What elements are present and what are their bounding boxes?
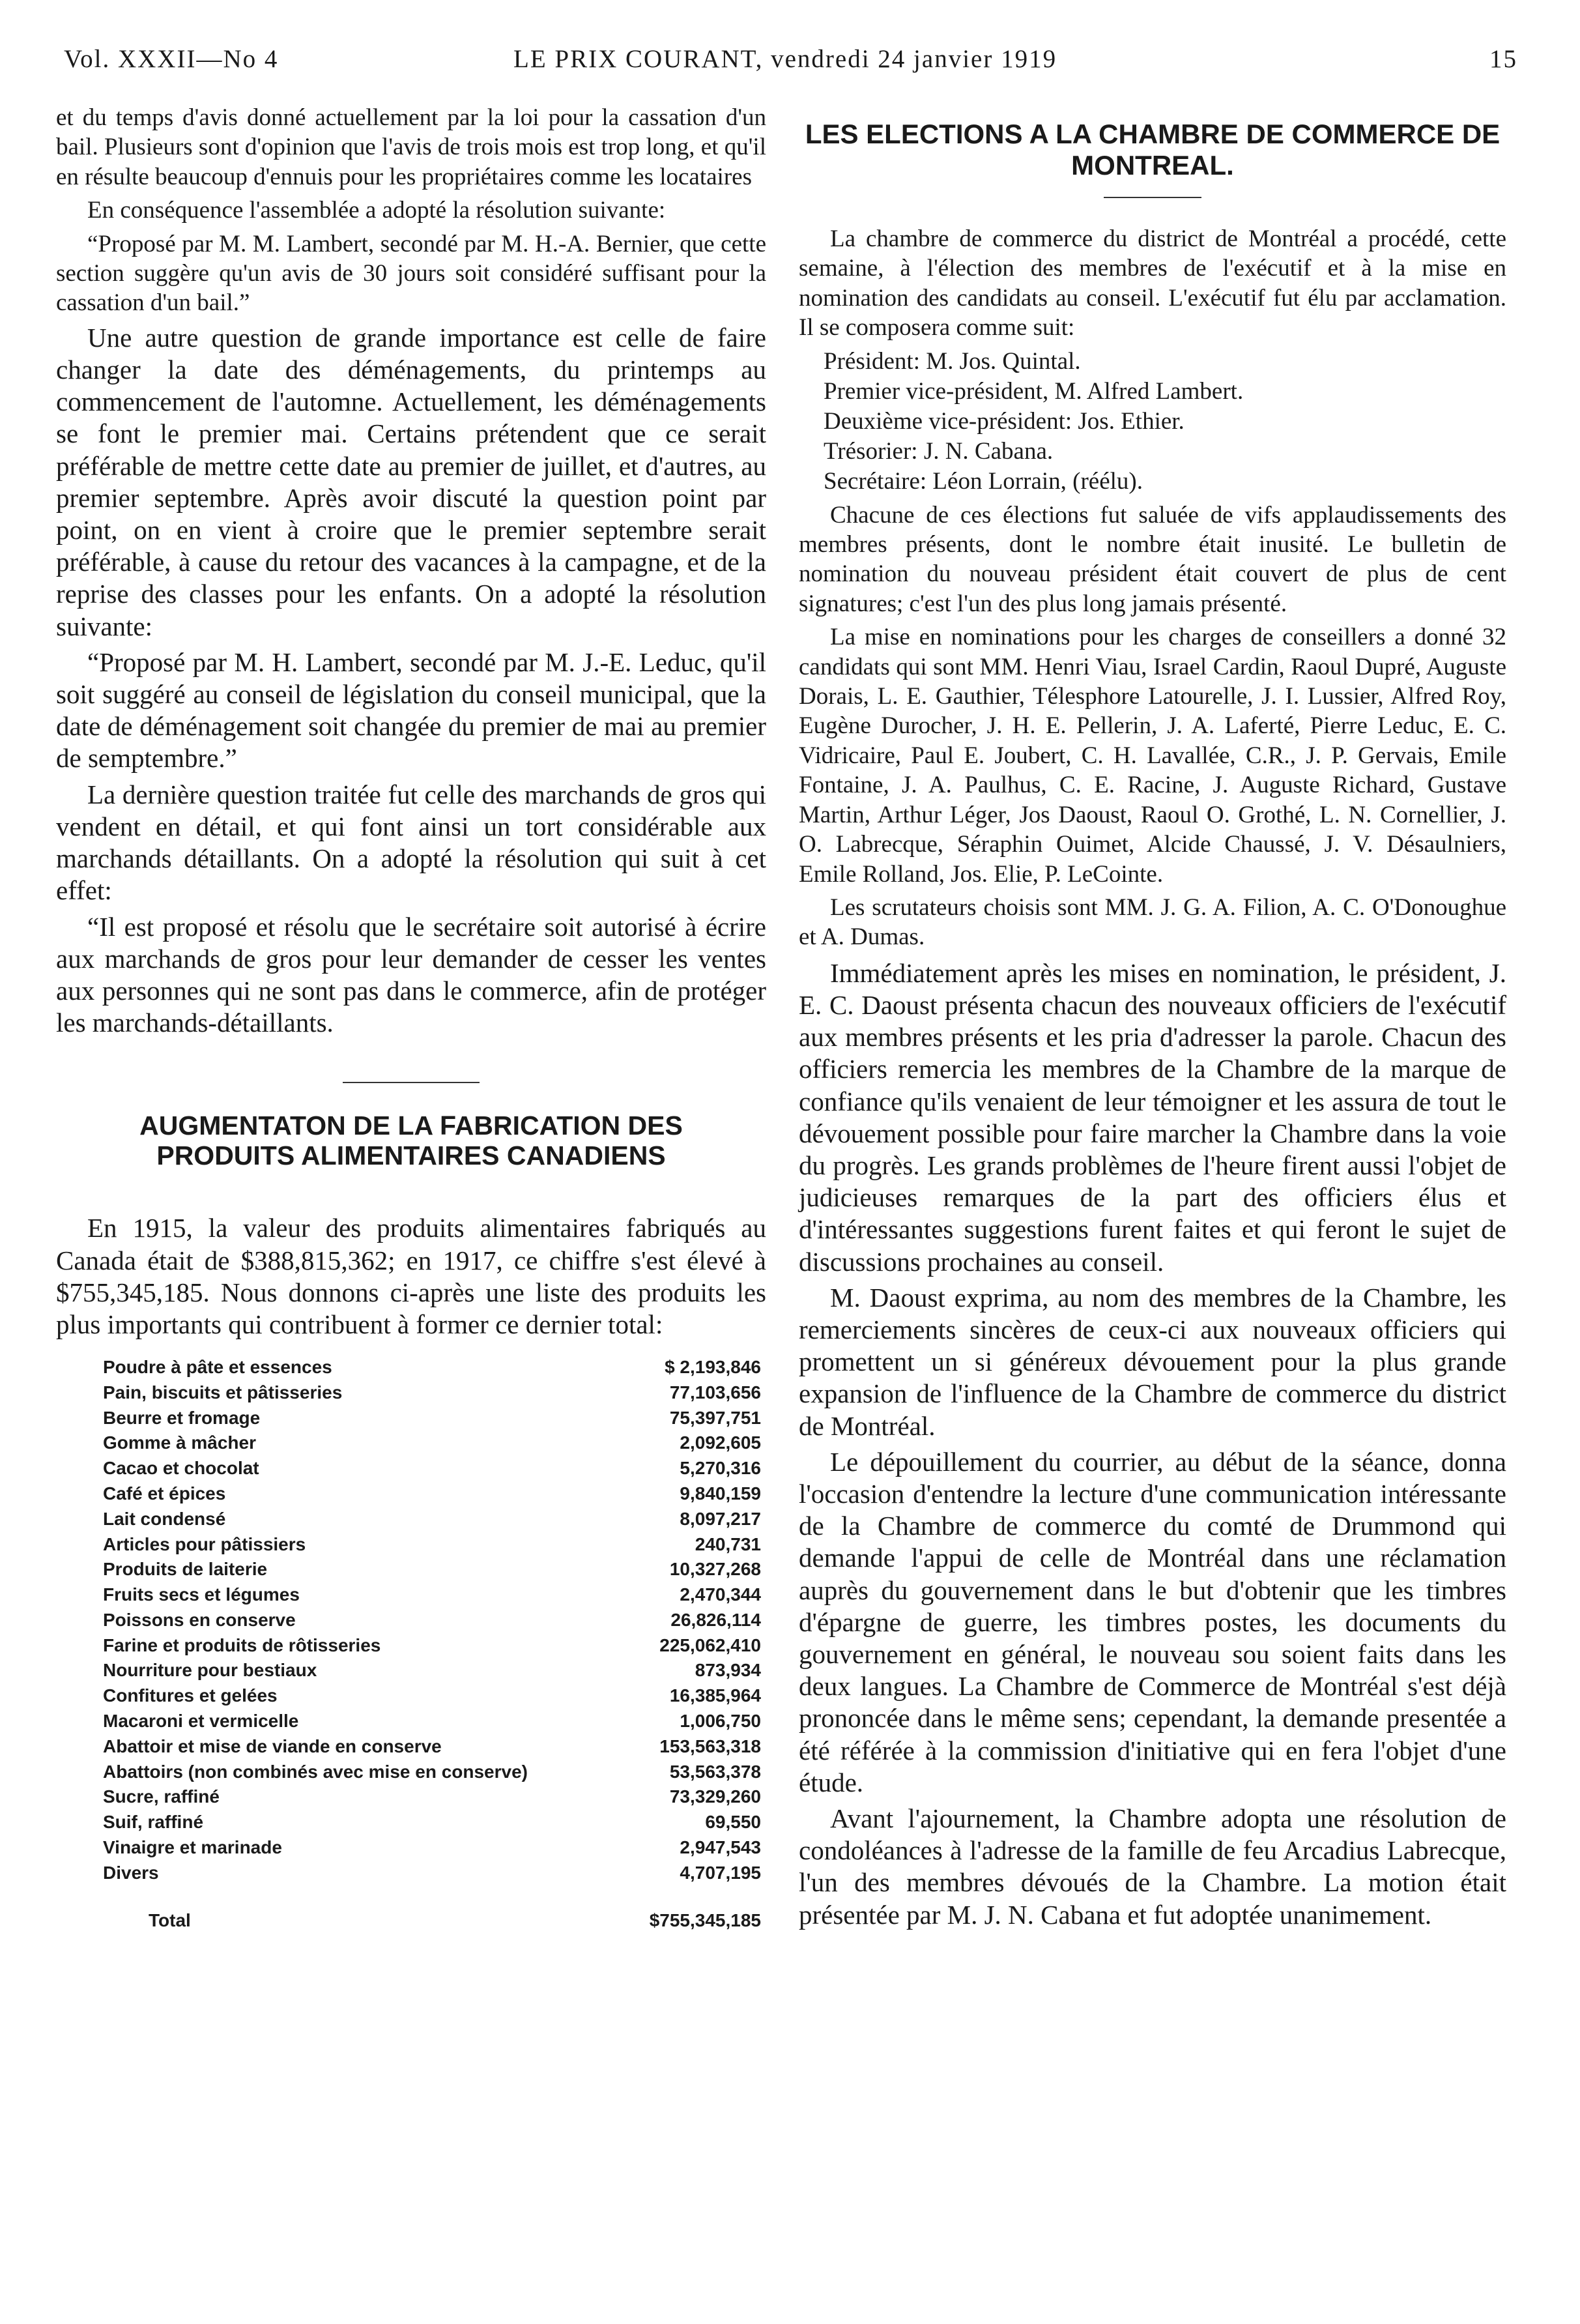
product-name: Abattoir et mise de viande en conserve — [103, 1736, 442, 1756]
table-row — [103, 1504, 761, 1530]
product-name: Fruits secs et légumes — [103, 1584, 300, 1605]
product-amount: 10,327,268 — [669, 1559, 761, 1580]
product-name: Vinaigre et marinade — [103, 1837, 282, 1858]
product-name: Abattoirs (non combinés avec mise en conserve) — [103, 1761, 528, 1782]
officer-line: Président: M. Jos. Quintal. — [824, 347, 1081, 375]
table-row — [103, 1403, 761, 1429]
product-amount: 4,707,195 — [680, 1862, 761, 1883]
table-row — [103, 1807, 761, 1833]
table-row — [103, 1530, 761, 1555]
officer-line: Secrétaire: Léon Lorrain, (réélu). — [824, 467, 1143, 495]
product-amount: 1,006,750 — [680, 1711, 761, 1732]
product-amount: 26,826,114 — [670, 1609, 761, 1630]
heading-rule — [1104, 197, 1201, 198]
paragraph: En 1915, la valeur des produits alimentaires fabriqués au Canada était de $388,815,362; en 1917, ce chiffre s'est élevé à $755,345,185. Nous donnons ci-après une liste des produits les plus importants qui contribuent à former ce dernier total: — [56, 1213, 766, 1339]
paragraph: Immédiatement après les mises en nomination, le président, J. E. C. Daoust présenta chacun des nouveaux officiers de l'exécutif aux membres présents et les pria d'adresser la parole. Chacun des officiers remercia les membres de la Chambre de la marque de confiance qu'ils venaient de leur témoigner et les assura de tout le dévouement possible pour faire marcher la Chambre dans la voie du progrès. Les grands problèmes de l'heure firent aussi l'objet de judicieuses remarques de la part des officiers élus et d'intéressantes suggestions furent faites et qui feront le sujet de discussions prochaines au conseil. — [799, 957, 1506, 1277]
table-row — [103, 1732, 761, 1757]
resolution-quote: “Proposé par M. M. Lambert, secondé par M. H.-A. Bernier, que cette section suggère qu'un avis de 30 jours soit considéré suffisant pour la cassation d'un bail.” — [56, 230, 766, 317]
product-amount: 873,934 — [695, 1660, 761, 1681]
volume-number: Vol. XXXII—No 4 — [64, 45, 279, 73]
product-name: Nourriture pour bestiaux — [103, 1660, 317, 1681]
table-row — [103, 1580, 761, 1605]
product-amount: 2,947,543 — [680, 1837, 761, 1858]
product-name: Confitures et gelées — [103, 1685, 278, 1706]
product-amount: 9,840,159 — [680, 1483, 761, 1503]
product-name: Gomme à mâcher — [103, 1432, 256, 1453]
product-name: Café et épices — [103, 1483, 226, 1503]
left-column — [56, 103, 766, 1931]
product-amount: 153,563,318 — [659, 1736, 761, 1756]
product-name: Cacao et chocolat — [103, 1458, 259, 1479]
article-heading-elections: LES ELECTIONS A LA CHAMBRE DE COMMERCE DE MONTREAL. — [805, 119, 1501, 181]
elections-intro — [799, 224, 1506, 343]
paragraph: Le dépouillement du courrier, au début de la séance, donna l'occasion d'entendre la lecture d'une communication intéressante de la Chambre de commerce du comté de Drummond qui demande l'appui de celle de Montréal dans une réclamation auprès du gouvernement dans le but d'obtenir que les timbres d'épargne de guerre, les timbres postes, les documents du gouvernement en général, le nouveau sou soient faits dans les deux langues. La Chambre de Commerce de Montréal s'est déjà prononcée dans le même sens; cependant, la demande presentée a été référée à la commission d'initiative qui en fera l'objet d'une étude. — [799, 1446, 1506, 1797]
article-heading-food-production: AUGMENTATON DE LA FABRICATION DES PRODUITS ALIMENTAIRES CANADIENS — [139, 1111, 683, 1171]
table-row — [103, 1605, 761, 1631]
product-amount: 73,329,260 — [669, 1786, 761, 1807]
product-name: Beurre et fromage — [103, 1407, 261, 1428]
scrutineers-paragraph: Les scrutateurs choisis sont MM. J. G. A. Filion, A. C. O'Donoughue et A. Dumas. — [799, 893, 1506, 951]
product-amount: 5,270,316 — [680, 1458, 761, 1479]
table-row — [103, 1378, 761, 1403]
product-amount: 75,397,751 — [669, 1407, 761, 1428]
product-name: Macaroni et vermicelle — [103, 1711, 299, 1732]
food-production-intro — [56, 1212, 766, 1341]
table-row — [103, 1833, 761, 1858]
running-header — [64, 44, 1517, 90]
product-amount: 225,062,410 — [659, 1634, 761, 1655]
product-name: Poudre à pâte et essences — [103, 1356, 332, 1377]
table-row — [103, 1656, 761, 1681]
paragraph: et du temps d'avis donné actuellement par la loi pour la cassation d'un bail. Plusieurs sont d'opinion que l'avis de trois mois est trop long, et qu'il en résulte beaucoup d'ennuis pour les propriétaires comme les locataires — [56, 104, 766, 190]
product-name: Pain, biscuits et pâtisseries — [103, 1382, 343, 1402]
product-amount: $ 2,193,846 — [665, 1356, 761, 1377]
product-amount: 2,092,605 — [680, 1432, 761, 1453]
officer-line: Deuxième vice-président: Jos. Ethier. — [824, 407, 1185, 435]
product-amount: 69,550 — [705, 1812, 761, 1833]
moving-date-section — [56, 322, 766, 1039]
table-row — [103, 1352, 761, 1378]
product-name: Divers — [103, 1862, 159, 1883]
table-row — [103, 1706, 761, 1732]
product-amount: 16,385,964 — [669, 1685, 761, 1706]
product-name: Lait condensé — [103, 1508, 226, 1529]
table-row — [103, 1757, 761, 1782]
officers-list — [824, 347, 1506, 497]
paragraph: M. Daoust exprima, au nom des membres de la Chambre, les remerciements sincères de ceux-ci aux nouveaux officiers qui promettent un si généreux dévouement pour la plus grande expansion de l'influence de la Chambre de commerce du district de Montréal. — [799, 1282, 1506, 1441]
product-name: Articles pour pâtissiers — [103, 1533, 306, 1554]
product-amount: 8,097,217 — [680, 1508, 761, 1529]
paragraph: Avant l'ajournement, la Chambre adopta une résolution de condoléances à l'adresse de la famille de feu Arcadius Labrecque, l'un des membres dévoués de la Chambre. La motion était présentée par M. J. N. Cabana et fut adoptée unanimement. — [799, 1803, 1506, 1930]
product-name: Sucre, raffiné — [103, 1786, 220, 1807]
product-name: Suif, raffiné — [103, 1812, 204, 1833]
paragraph: En conséquence l'assemblée a adopté la résolution suivante: — [87, 197, 666, 224]
table-row — [103, 1681, 761, 1706]
leasing-article-continuation — [56, 103, 766, 318]
product-amount: 240,731 — [695, 1533, 761, 1554]
table-row — [103, 1782, 761, 1808]
product-amount: 77,103,656 — [669, 1382, 761, 1402]
officer-line: Trésorier: J. N. Cabana. — [824, 437, 1054, 465]
product-amount: 2,470,344 — [680, 1584, 761, 1605]
table-row — [103, 1453, 761, 1479]
total-amount: $755,345,185 — [649, 1910, 761, 1930]
table-row — [103, 1555, 761, 1580]
product-name: Poissons en conserve — [103, 1609, 296, 1630]
resolution-quote: “Proposé par M. H. Lambert, secondé par M. J.-E. Leduc, qu'il soit suggéré au conseil de législation du conseil municipal, que la date de déménagement soit changée du premier de mai au premier de semptembre.” — [56, 646, 766, 774]
paragraph: Une autre question de grande importance est celle de faire changer la date des déménagements, du printemps au commencement de l'automne. Actuellement, les déménagements se font le premier mai. Certains prétendent que ce serait préférable de mettre cette date au premier de juillet, et d'autres, au premier septembre. Après avoir discuté la question point par point, on en vient à croire que le premier septembre serait préférable, à cause du retour des vacances à la campagne, et de la reprise des classes pour les enfants. On a adopté la résolution suivante: — [56, 322, 766, 641]
page-number: 15 — [1489, 45, 1517, 73]
officer-line: Premier vice-président, M. Alfred Lambert. — [824, 377, 1244, 405]
candidates-paragraph: La mise en nominations pour les charges de conseillers a donné 32 candidats qui sont MM. Henri Viau, Israel Cardin, Raoul Dupré, Auguste Dorais, L. E. Gauthier, Télesphore Latourelle, J. I. Lussier, Alfred Roy, Eugène Durocher, J. H. E. Pellerin, J. A. Laferté, Pierre Leduc, E. C. Vidricaire, Paul E. Joubert, C. H. Lavallée, C.R., J. P. Gervais, Emile Fontaine, J. A. Paulhus, C. E. Racine, J. Auguste Richard, Gustave Martin, Arthur Léger, Jos Daoust, Raoul O. Grothé, L. N. Cornellier, J. O. Labrecque, Séraphin Ouimet, Alcide Chaussé, J. V. Désaulniers, Emile Rolland, Jos. Elie, P. LeCointe. — [799, 624, 1506, 888]
resolution-quote: “Il est proposé et résolu que le secrétaire soit autorisé à écrire aux marchands de gros pour leur demander de cesser les ventes aux personnes qui ne sont pas dans le commerce, afin de protéger les marchands-détaillants. — [56, 911, 766, 1038]
elections-body — [799, 501, 1506, 952]
table-total-row — [103, 1883, 761, 1931]
section-divider — [343, 1082, 480, 1083]
product-name: Farine et produits de rôtisseries — [103, 1634, 381, 1655]
product-name: Produits de laiterie — [103, 1559, 268, 1580]
right-column — [799, 103, 1506, 1935]
table-row — [103, 1858, 761, 1883]
table-row — [103, 1631, 761, 1656]
paragraph: La chambre de commerce du district de Montréal a procédé, cette semaine, à l'élection des membres de l'exécutif et à la mise en nomination des candidats au conseil. L'exécutif fut élu par acclamation. Il se composera comme suit: — [799, 225, 1506, 341]
total-label: Total — [149, 1910, 191, 1930]
elections-continuation — [799, 957, 1506, 1931]
table-row — [103, 1429, 761, 1454]
product-amount: 53,563,378 — [669, 1761, 761, 1782]
paragraph: Chacune de ces élections fut saluée de vifs applaudissements des membres présents, dont le nombre était inusité. Le bulletin de nomination du nouveau président était couvert de plus de cent signatures; c'est l'un des plus long jamais présenté. — [799, 501, 1506, 617]
products-table — [103, 1352, 761, 1931]
table-row — [103, 1479, 761, 1504]
journal-title-date: LE PRIX COURANT, vendredi 24 janvier 1919 — [513, 45, 1057, 73]
paragraph: La dernière question traitée fut celle des marchands de gros qui vendent en détail, et qui font ainsi un tort considérable aux marchands détaillants. On a adopté la résolution qui suit à cet effet: — [56, 779, 766, 906]
